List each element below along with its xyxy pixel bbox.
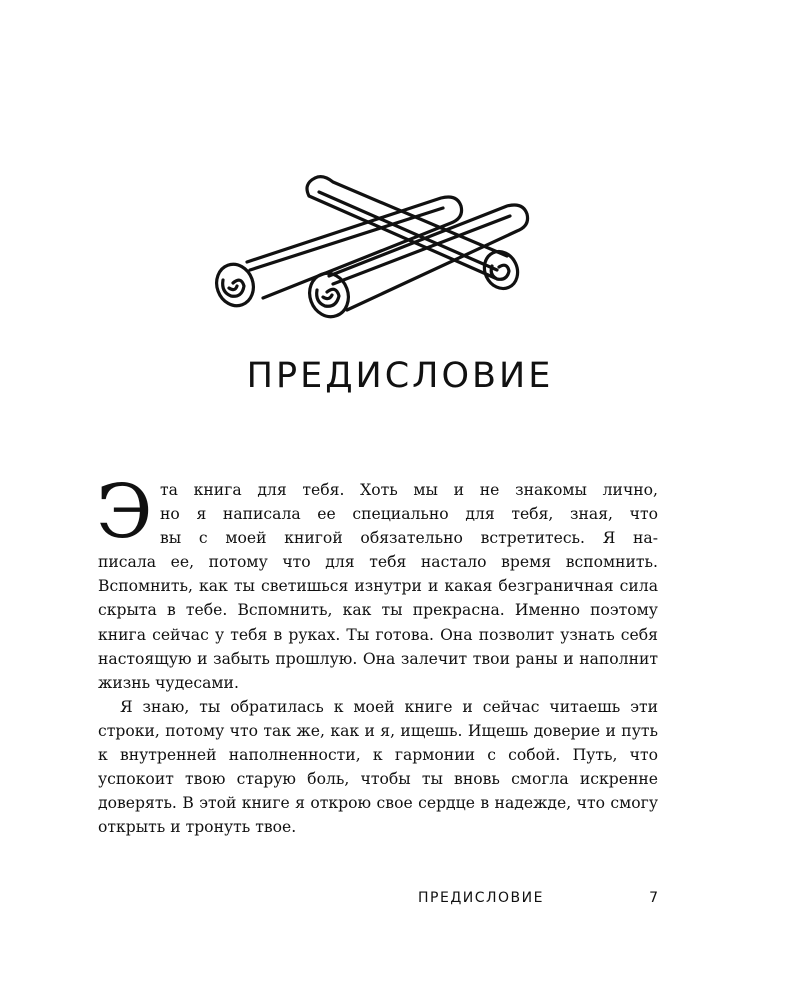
paragraph-1-rest: писала ее, потому что для тебя настало время вспомнить. Вспомнить, как ты светишься изнутри и какая безграничная сила скрыта в тебе. Вспомнить, как ты прекрасна. Именно поэтому книга сейчас у тебя в руках. Ты готова. Она позволит узнать себя настоящую и забыть прошлую. Она залечит твои раны и наполнит жизнь чудесами. xyxy=(98,553,658,692)
cinnamon-stick-left xyxy=(211,197,462,311)
drop-cap-line-1: та книга для тебя. Хоть мы и не знакомы лично, xyxy=(160,481,658,499)
cinnamon-stick-right xyxy=(304,205,528,322)
cinnamon-sticks-icon xyxy=(205,170,545,330)
running-head: ПРЕДИСЛОВИЕ xyxy=(418,890,544,906)
drop-cap-line-2: но я написала ее специально для тебя, зная, что xyxy=(160,505,658,524)
drop-cap-line-3: вы с моей книгой обязательно встретитесь. Я на- xyxy=(160,529,658,548)
paragraph-1 xyxy=(98,478,658,695)
paragraph-2: Я знаю, ты обратилась к моей книге и сейчас читаешь эти строки, потому что так же, как и я, ищешь. Ищешь доверие и путь к внутренней наполненности, к гармонии с собой. Путь, что успокоит твою старую боль, чтобы ты вновь смогла искренне доверять. В этой книге я открою свое сердце в надежде, что смогу открыть и тронуть твое. xyxy=(98,697,658,837)
body-text xyxy=(96,469,658,839)
chapter-title: ПРЕДИСЛОВИЕ xyxy=(246,356,554,396)
drop-cap: Э xyxy=(96,469,153,555)
page-number: 7 xyxy=(649,890,658,906)
